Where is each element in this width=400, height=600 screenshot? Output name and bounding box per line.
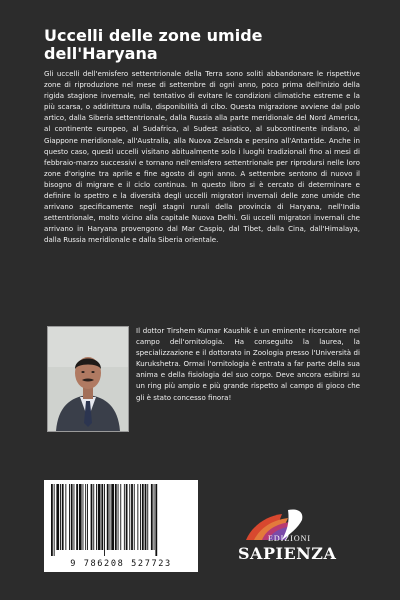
isbn-barcode	[44, 480, 198, 572]
book-title-line-2: dell'Haryana	[44, 44, 158, 63]
publisher-logo	[232, 506, 337, 570]
author-portrait-image	[48, 327, 128, 431]
isbn-number: 9 786208 527723	[70, 559, 172, 569]
book-title	[44, 27, 364, 63]
barcode-bars	[49, 484, 193, 556]
author-bio: Il dottor Tirshem Kumar Kaushik è un eminente ricercatore nel campo dell'ornitologia. Ha conseguito la laurea, la specializzazione e il dottorato in Zoologia presso l'Università di Kurukshetra. Ormai l'ornitologia è entrata a far parte della sua anima e della fisiologia del suo corpo. Deve ancora esibirsi su un ring più ampio e più grande rispetto al campo di gioco che gli è stato concesso finora!	[136, 326, 360, 402]
publisher-name: SAPIENZA	[238, 544, 337, 563]
book-title-line-1: Uccelli delle zone umide	[44, 26, 263, 45]
book-blurb: Gli uccelli dell'emisfero settentrionale della Terra sono soliti abbandonare le rispettive zone di riproduzione nel mese di settembre di ogni anno, poco prima dell'inizio della rigida stagione invernale, nel tentativo di evitare le condizioni climatiche estreme e la più scarsa, o addirittura nulla, disponibilità di cibo. Questa migrazione avviene dal polo artico, dalla Siberia settentrionale, dalla Russia alla parte meridionale del Nord America, al continente europeo, al Sudafrica, al Sudest asiatico, al subcontinente indiano, al Giappone meridionale, all'Australia, alla Nuova Zelanda e persino all'Antartide. Anche in questo caso, questi uccelli visitano abitualmente solo i luoghi tradizionali fino ai mesi di febbraio-marzo successivi e tornano nell'emisfero settentrionale per riprodursi nelle loro zone d'origine tra aprile e fine agosto di ogni anno. A settembre sentono di nuovo il bisogno di migrare e il ciclo continua. In questo libro si è cercato di determinare e definire lo spettro e la diversità degli uccelli migratori invernali delle zone umide che arrivano specificamente negli stagni rurali della provincia di Haryana, nell'India settentrionale, molto vicino alla capitale Nuova Delhi. Gli uccelli migratori invernali che arrivano in Haryana provengono dal Mar Caspio, dal Tibet, dalla Cina, dall'Himalaya, dalla Russia meridionale e dalla Siberia orientale.	[44, 69, 360, 245]
publisher-imprint-small: EDIZIONI	[268, 534, 312, 543]
author-photo	[47, 326, 129, 432]
